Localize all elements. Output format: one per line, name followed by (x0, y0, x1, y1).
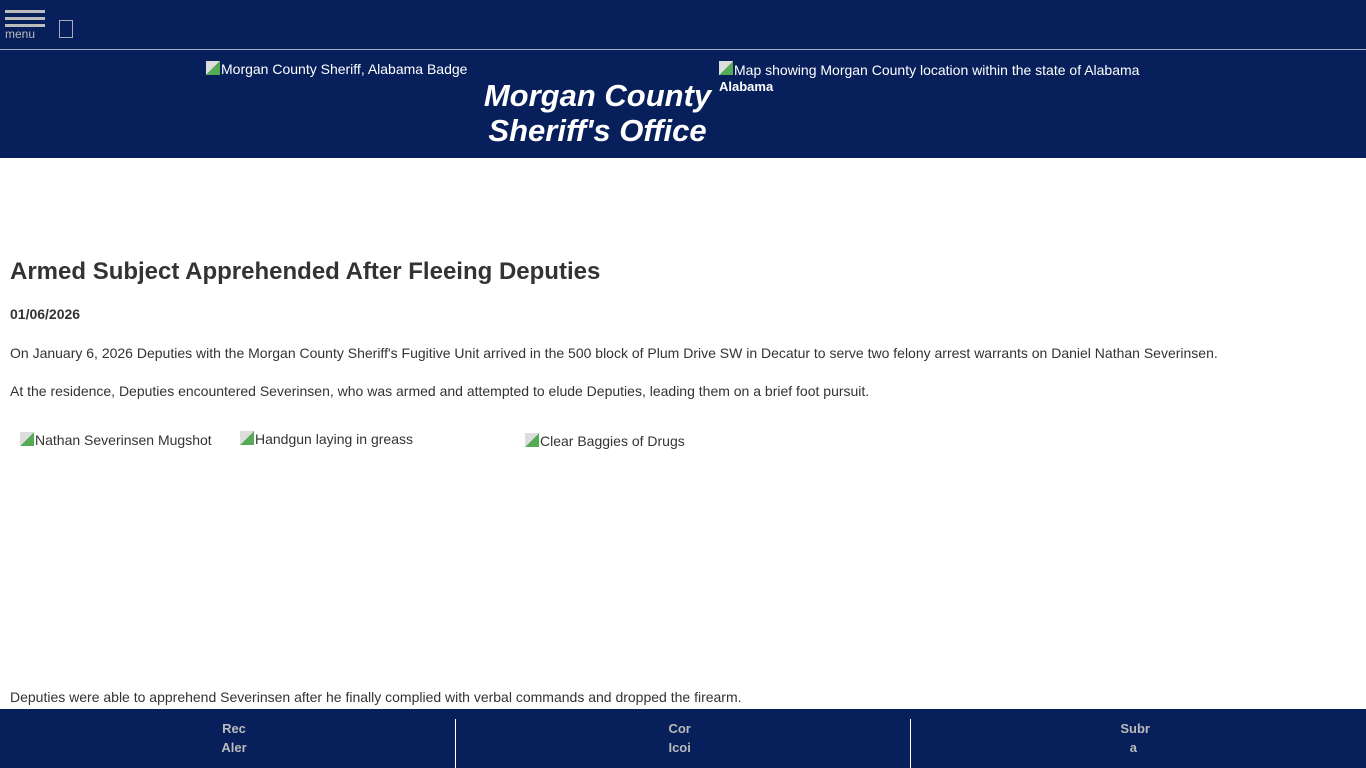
missing-glyph-icon[interactable] (59, 20, 73, 38)
drugs-image: Clear Baggies of Drugs (525, 433, 685, 449)
handgun-image: Handgun laying in greass (240, 431, 413, 447)
footer-alerts-link[interactable]: Rec Aler (0, 719, 456, 768)
paragraph: Deputies were able to apprehend Severinsen after he finally complied with verbal commands and dropped the firearm. (10, 689, 742, 705)
broken-image-icon (240, 431, 254, 445)
paragraph: On January 6, 2026 Deputies with the Morgan County Sheriff's Fugitive Unit arrived in the 500 block of Plum Drive SW in Decatur to serve two felony arrest warrants on Daniel Nathan Severinsen. (10, 345, 1218, 361)
footer-contact-link[interactable]: Cor Icoi (456, 719, 912, 768)
paragraph: At the residence, Deputies encountered Severinsen, who was armed and attempted to elude Deputies, leading them on a brief foot pursuit. (10, 383, 870, 399)
broken-image-icon (525, 433, 539, 447)
menu-button[interactable]: menu (5, 10, 45, 45)
hamburger-icon (5, 10, 45, 13)
map-image: Map showing Morgan County location within the state of Alabama Alabama (719, 62, 1140, 94)
article-title: Armed Subject Apprehended After Fleeing Deputies (10, 258, 601, 285)
broken-image-icon (206, 61, 220, 75)
footer-nav (0, 709, 1366, 768)
top-bar (0, 0, 1366, 50)
site-title[interactable]: Morgan County Sheriff's Office (483, 78, 712, 148)
badge-image: Morgan County Sheriff, Alabama Badge (206, 61, 467, 77)
banner (0, 50, 1366, 158)
article-date: 01/06/2026 (10, 306, 81, 322)
broken-image-icon (20, 432, 34, 446)
broken-image-icon (719, 61, 733, 75)
footer-submit-link[interactable]: Subr a (1120, 721, 1150, 755)
mugshot-image: Nathan Severinsen Mugshot (20, 432, 212, 448)
